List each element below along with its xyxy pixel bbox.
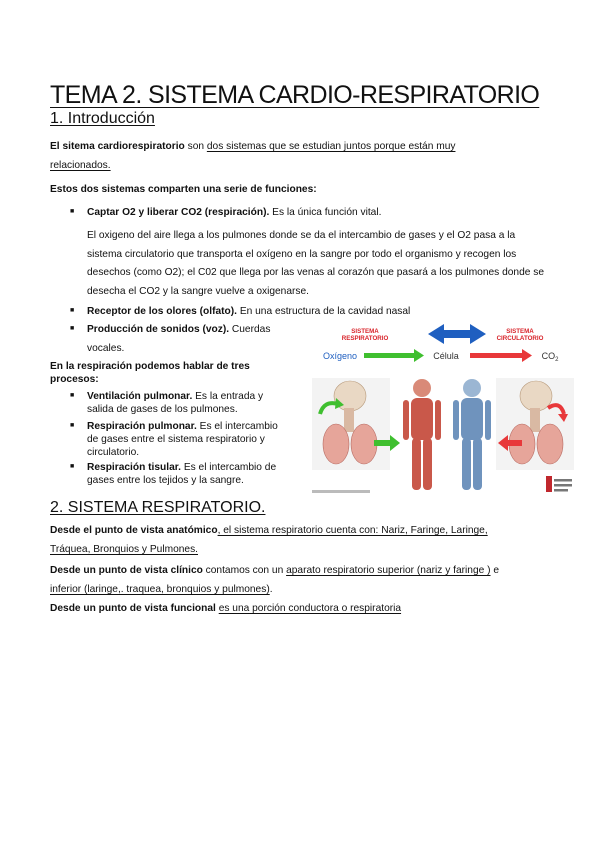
process-3-rest: Es el intercambio de gases entre los tejidos y la sangre. xyxy=(87,462,277,486)
process-2 xyxy=(87,420,287,459)
function-1 xyxy=(87,203,381,222)
label-oxigeno: Oxígeno xyxy=(322,351,358,361)
cardio-respiratory-diagram xyxy=(310,316,576,498)
functional-underlined: es una porción conductora o respiratoria xyxy=(218,603,402,614)
university-logo-icon xyxy=(546,476,572,492)
section-1-heading: 1. Introducción xyxy=(50,110,155,127)
clinical-paragraph xyxy=(50,561,550,599)
process-1 xyxy=(87,390,287,416)
intro-underlined-1: dos sistemas que se estudian juntos porque están muy xyxy=(206,141,456,152)
function-2-rest: En una estructura de la cavidad nasal xyxy=(237,306,411,317)
function-3-bold: Producción de sonidos (voz). xyxy=(87,324,230,335)
anatomical-underlined-1: , el sistema respiratorio cuenta con: Nariz, Faringe, Laringe, xyxy=(217,525,488,536)
anatomical-underlined-2: Tráquea, Bronquios y Pulmones. xyxy=(50,544,198,555)
functional-paragraph xyxy=(50,599,550,618)
label-respiratory-1: SISTEMA xyxy=(351,328,379,335)
intro-underlined-2: relacionados. xyxy=(50,160,111,171)
intro-bold: El sitema cardiorespiratorio xyxy=(50,141,185,152)
label-circulatory-1: SISTEMA xyxy=(506,328,534,335)
circulatory-figure-blue xyxy=(453,379,491,490)
function-3 xyxy=(87,320,302,358)
process-2-bold: Respiración pulmonar. xyxy=(87,421,197,432)
anatomical-bold: Desde el punto de vista anatómico xyxy=(50,525,218,536)
function-2-bold: Receptor de los olores (olfato). xyxy=(87,306,238,317)
credit-line xyxy=(312,490,370,493)
red-arrow-icon xyxy=(470,349,532,362)
process-2-rest: Es el intercambio de gases entre el sistema respiratorio y circulatorio. xyxy=(87,421,278,458)
function-3-rest-2: vocales. xyxy=(87,343,125,354)
function-1-rest: Es la única función vital. xyxy=(269,207,382,218)
bullet-icon: ■ xyxy=(70,392,75,399)
clinical-underlined-2: inferior (laringe,. traquea, bronquios y pulmones) xyxy=(50,584,270,595)
function-1-detail: El oxigeno del aire llega a los pulmones donde se da el intercambio de gases y el O2 pasa a la sistema circulatorio que transporta el oxígeno en la sangre por todo el organismo y recogen los desechos (como O2); el C02 que llega por las venas al corazón que pasará a los pulmones donde se desecha el CO2 y la sangre vuelve a oxigenarse. xyxy=(87,230,545,297)
process-3 xyxy=(87,461,287,487)
label-celula: Célula xyxy=(433,351,459,361)
respiration-heading: En la respiración podemos hablar de tres procesos: xyxy=(50,361,250,385)
clinical-end-2: . xyxy=(269,584,273,595)
clinical-bold: Desde un punto de vista clínico xyxy=(50,565,203,576)
functional-bold: Desde un punto de vista funcional xyxy=(50,603,216,614)
clinical-underlined-1: aparato respiratorio superior (nariz y faringe ) xyxy=(286,565,491,576)
respiratory-head-illustration-right xyxy=(496,378,574,470)
process-1-rest: Es la entrada y salida de gases de los pulmones. xyxy=(87,391,264,415)
bullet-icon: ■ xyxy=(70,307,75,314)
function-3-rest: Cuerdas xyxy=(229,324,271,335)
circulatory-figure-red xyxy=(403,379,441,490)
process-1-bold: Ventilación pulmonar. xyxy=(87,391,193,402)
bullet-icon: ■ xyxy=(70,422,75,429)
double-arrow-icon xyxy=(428,324,486,344)
section-2-heading: 2. SISTEMA RESPIRATORIO. xyxy=(50,499,266,516)
label-circulatory-2: CIRCULATORIO xyxy=(496,335,544,342)
clinical-mid: contamos con un xyxy=(202,565,287,576)
label-respiratory-2: RESPIRATORIO xyxy=(341,335,389,342)
bullet-icon: ■ xyxy=(70,463,75,470)
function-1-bold: Captar O2 y liberar CO2 (respiración). xyxy=(87,207,270,218)
green-arrow-icon xyxy=(364,349,424,362)
process-3-bold: Respiración tisular. xyxy=(87,462,181,473)
functions-heading: Estos dos sistemas comparten una serie de funciones: xyxy=(50,184,317,195)
anatomical-paragraph xyxy=(50,521,550,559)
bullet-icon: ■ xyxy=(70,325,75,332)
bullet-icon: ■ xyxy=(70,208,75,215)
respiratory-head-illustration xyxy=(312,378,390,470)
intro-mid: son xyxy=(184,141,207,152)
label-co2: $CO_2$ xyxy=(541,351,559,363)
clinical-end-1: e xyxy=(490,565,500,576)
intro-paragraph xyxy=(50,137,550,175)
page-title: TEMA 2. SISTEMA CARDIO-RESPIRATORIO xyxy=(50,80,540,109)
